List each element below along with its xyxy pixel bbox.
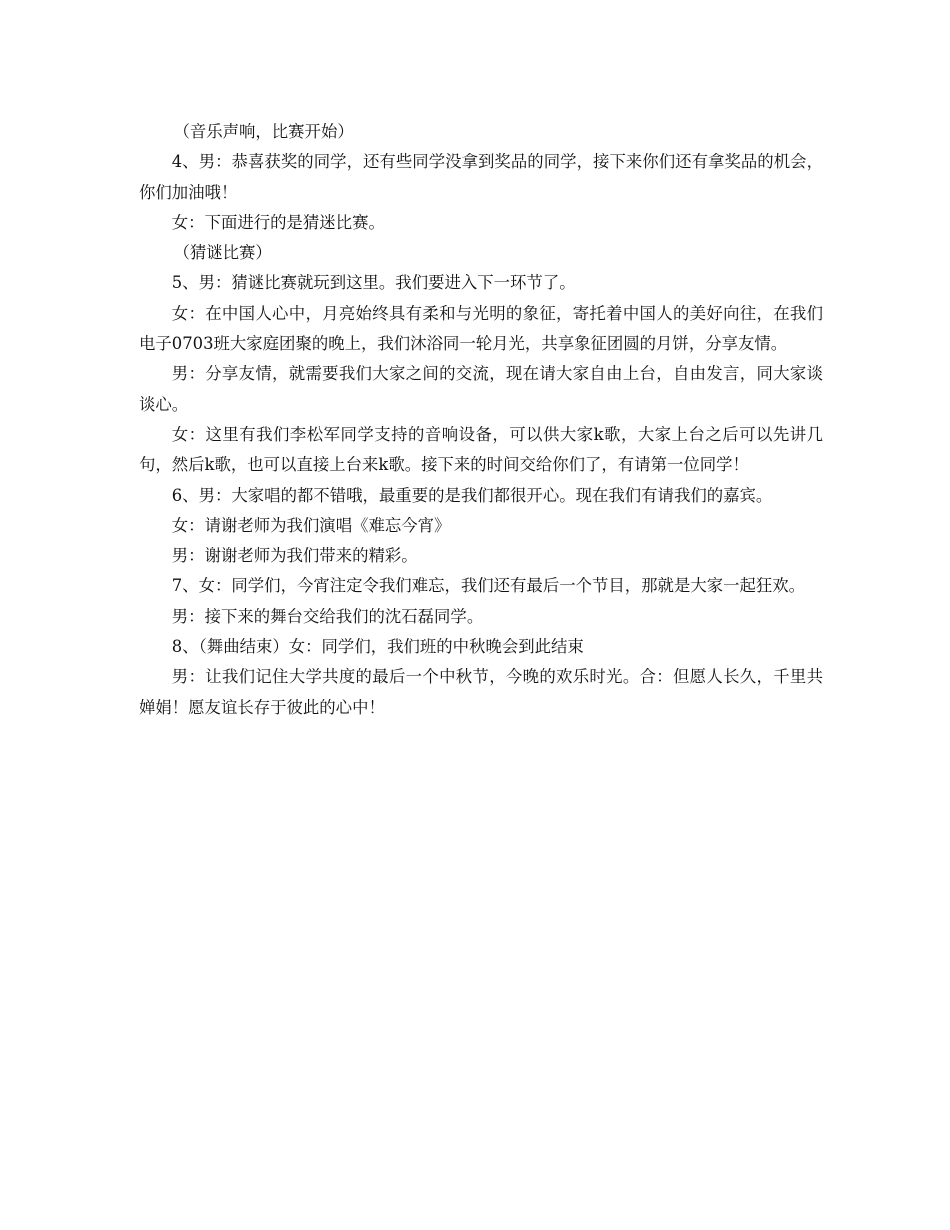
stage-direction-music: （音乐声响，比赛开始） bbox=[173, 122, 354, 141]
paragraph-5-male: 5、男：猜谜比赛就玩到这里。我们要进入下一环节了。 bbox=[171, 273, 576, 293]
paragraph-male-closing: 男：让我们记住大学共度的最后一个中秋节，今晚的欢乐时光。合：但愿人长久，千里共婵娟！愿友谊长存于彼此的心中！ bbox=[139, 667, 823, 717]
paragraph-8-ending: 8、（舞曲结束）女：同学们，我们班的中秋晚会到此结束 bbox=[171, 637, 584, 657]
stage-direction-riddle: （猜谜比赛） bbox=[173, 243, 272, 263]
paragraph-7-female: 7、女：同学们，今宵注定令我们难忘，我们还有最后一个节目，那就是大家一起狂欢。 bbox=[171, 576, 806, 596]
paragraph-6-male: 6、男：大家唱的都不错哦，最重要的是我们都很开心。现在我们有请我们的嘉宾。 bbox=[171, 485, 773, 505]
paragraph-4-male: 4、男：恭喜获奖的同学，还有些同学没拿到奖品的同学，接下来你们还有拿奖品的机会，你们加油哦！ bbox=[139, 152, 823, 202]
paragraph-male-thanks: 男：谢谢老师为我们带来的精彩。 bbox=[171, 546, 418, 566]
paragraph-female-moon: 女：在中国人心中，月亮始终具有柔和与光明的象征，寄托着中国人的美好向往，在我们电子0703班大家庭团聚的晚上，我们沐浴同一轮月光，共享象征团圆的月饼，分享友情。 bbox=[139, 303, 823, 354]
document-body bbox=[139, 117, 823, 723]
paragraph-female-teacher-song: 女：请谢老师为我们演唱《难忘今宵》 bbox=[171, 515, 451, 535]
paragraph-male-sharing: 男：分享友情，就需要我们大家之间的交流，现在请大家自由上台，自由发言，同大家谈谈心。 bbox=[139, 364, 823, 414]
paragraph-female-karaoke: 女：这里有我们李松军同学支持的音响设备，可以供大家k歌，大家上台之后可以先讲几句，然后k歌，也可以直接上台来k歌。接下来的时间交给你们了，有请第一位同学！ bbox=[139, 424, 823, 475]
paragraph-male-stage: 男：接下来的舞台交给我们的沈石磊同学。 bbox=[171, 606, 484, 626]
paragraph-female-riddle-intro: 女：下面进行的是猜迷比赛。 bbox=[171, 212, 385, 232]
